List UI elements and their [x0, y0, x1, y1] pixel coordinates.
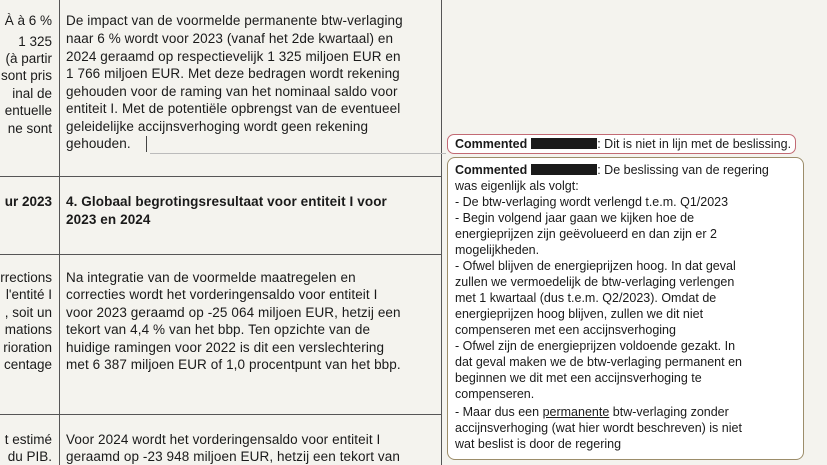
comment-connector-line: [150, 153, 446, 154]
comment-text: : Dit is niet in lijn met de beslissing.: [597, 137, 792, 151]
left-line: (à partir: [5, 51, 52, 66]
section-heading: 2023 en 2024: [66, 212, 151, 227]
column-divider: [441, 0, 442, 465]
paragraph-line: naar 6 % wordt voor 2023 (vanaf het 2de kwartaal) en: [66, 31, 394, 46]
left-column-fragment: [0, 0, 58, 465]
row-divider: [0, 254, 441, 255]
comment-line: mogelijkheden.: [455, 243, 540, 257]
comment-line: - De btw-verlaging wordt verlengd t.e.m. Q1/2023: [455, 195, 729, 209]
comment-line: met 1 kwartaal (dus t.e.m. Q2/2023). Omdat de: [455, 291, 717, 305]
comment-line: beginnen we dit met een accijnsverhoging te: [455, 371, 702, 385]
comment-text-underlined: permanente: [542, 405, 610, 419]
paragraph-line: correcties wordt het vorderingensaldo voor entiteit I: [66, 287, 378, 302]
redacted-author: [531, 138, 597, 149]
left-line: entuelle: [4, 103, 52, 118]
comment-balloon[interactable]: [447, 157, 804, 460]
comment-line: energieprijzen zijn geëvolueerd en dan zijn er 2: [455, 227, 717, 241]
comment-line: was eigenlijk als volgt:: [455, 179, 579, 193]
paragraph-line: met 6 387 miljoen EUR of 1,0 procentpunt van het bbp.: [66, 357, 401, 372]
comment-line: [455, 405, 729, 419]
left-line: inal de: [12, 86, 52, 101]
section-heading: 4. Globaal begrotingsresultaat voor entiteit I voor: [66, 194, 387, 209]
left-line: du PIB.: [7, 449, 52, 464]
comment-line: accijnsverhoging (wat hier wordt beschreven) is niet: [455, 421, 742, 435]
row-divider: [0, 176, 441, 177]
left-line: mations: [4, 322, 52, 337]
left-line: l'entité I: [5, 287, 52, 302]
paragraph-line: De impact van de voormelde permanente btw-verlaging: [66, 13, 403, 28]
left-line: rioration: [3, 340, 52, 355]
paragraph-line: gehouden voor de raming van het nominaal saldo voor: [66, 84, 398, 99]
paragraph-line: 2024 geraamd op respectievelijk 1 325 miljoen EUR en: [66, 49, 401, 64]
comment-line: compenseren met een accijnsverhoging: [455, 323, 676, 337]
paragraph-line: gehouden.: [66, 136, 131, 151]
comment-line: dat geval maken we de btw-verlaging permanent en: [455, 355, 742, 369]
comment-line: - Ofwel zijn de energieprijzen voldoende gezakt. In: [455, 339, 736, 353]
comment-author-label: Commented: [455, 137, 528, 151]
comment-line: compenseren.: [455, 387, 535, 401]
paragraph-line: huidige ramingen voor 2022 is dit een verslechtering: [66, 340, 385, 355]
paragraph-line: entiteit I. Met de potentiële opbrengst van de eventueel: [66, 101, 401, 116]
paragraph-line: Na integratie van de voormelde maatregelen en: [66, 270, 356, 285]
comment-line: energieprijzen hoog blijven, zullen we dit niet: [455, 307, 704, 321]
left-line: rrections: [0, 270, 52, 285]
left-line: t estimé: [4, 432, 52, 447]
comment-line: wat beslist is door de regering: [455, 437, 622, 451]
row-divider: [0, 414, 441, 415]
left-line: ur 2023: [4, 194, 52, 209]
paragraph-line: tekort van 4,4 % van het bbp. Ten opzichte van de: [66, 322, 371, 337]
comment-balloon[interactable]: [447, 134, 796, 154]
paragraph-line: Voor 2024 wordt het vorderingensaldo voor entiteit I: [66, 432, 381, 447]
comment-text: btw-verlaging zonder: [612, 405, 729, 419]
left-line: , soit un: [4, 305, 52, 320]
left-line: centage: [3, 357, 52, 372]
column-divider: [59, 0, 60, 465]
text-cursor: [146, 136, 147, 152]
comment-author-label: Commented: [455, 163, 528, 177]
paragraph-line: 1 766 miljoen EUR. Met deze bedragen wordt rekening: [66, 66, 400, 81]
left-line: À à 6 %: [4, 13, 52, 28]
comment-text: - Maar dus een: [455, 405, 540, 419]
comment-line: zullen we vermoedelijk de btw-verlaging verlengen: [455, 275, 735, 289]
left-line: sont pris: [0, 68, 52, 83]
left-line: ne sont: [7, 121, 52, 136]
left-line: 1 325: [18, 34, 52, 49]
redacted-author: [531, 164, 597, 175]
paragraph-line: geleidelijke accijnsverhoging wordt geen rekening: [66, 119, 369, 134]
comment-line: - Begin volgend jaar gaan we kijken hoe de: [455, 211, 695, 225]
paragraph-line: geraamd op -23 948 miljoen EUR, hetzij een tekort van: [66, 449, 400, 464]
comment-text: : De beslissing van de regering: [597, 163, 769, 177]
comment-line: - Ofwel blijven de energieprijzen hoog. In dat geval: [455, 259, 736, 273]
paragraph-line: voor 2023 geraamd op -25 064 miljoen EUR, hetzij een: [66, 305, 401, 320]
